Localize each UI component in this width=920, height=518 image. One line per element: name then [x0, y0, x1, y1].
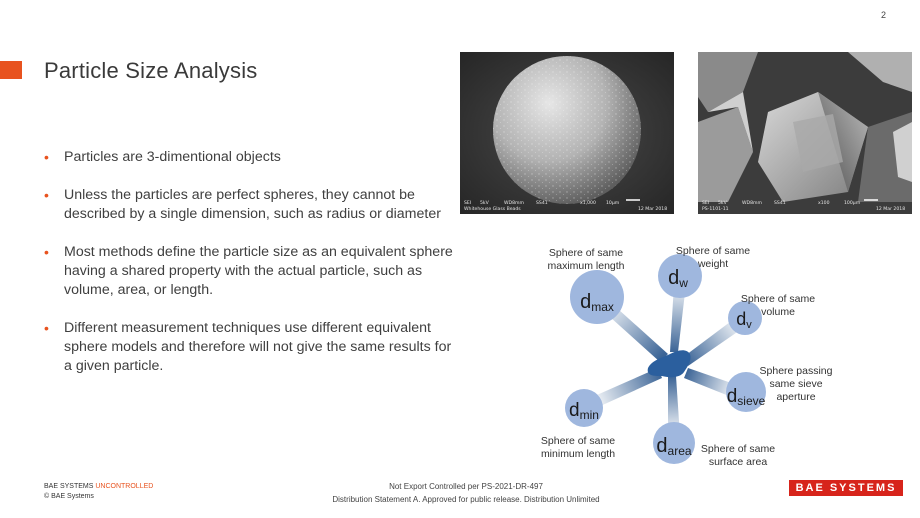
dv-label-line1: Sphere of same: [740, 293, 816, 305]
sem-magnification: x1,000: [580, 201, 596, 206]
sem-sample-name: PS-1101-11: [702, 207, 729, 212]
bullet-dot-icon: •: [44, 187, 49, 203]
sem-voltage: 5kV: [718, 201, 727, 206]
sem-image-glass-bead: [460, 52, 674, 214]
glass-bead-sphere-image: [460, 52, 674, 214]
bullet-dot-icon: •: [44, 244, 49, 260]
dmin-symbol: dmin: [569, 400, 599, 422]
title-accent-bar: [0, 61, 22, 79]
footer-brand: BAE SYSTEMS: [44, 483, 94, 490]
bullet-item: [44, 186, 454, 224]
sem-info-bar: [460, 200, 674, 214]
bullet-item: [44, 319, 454, 376]
dmin-label-line2: minimum length: [540, 448, 616, 460]
dv-label-line2: volume: [761, 306, 795, 318]
bullet-dot-icon: •: [44, 149, 49, 165]
bae-systems-logo: BAE SYSTEMS: [789, 480, 903, 496]
dmax-symbol: dmax: [580, 291, 614, 314]
darea-label-line1: Sphere of same: [700, 443, 776, 455]
bullet-dot-icon: •: [44, 320, 49, 336]
sem-date: 12 Mar 2018: [638, 207, 668, 212]
sem-image-crystal: [698, 52, 912, 214]
page-title: Particle Size Analysis: [44, 58, 258, 83]
footer-uncontrolled: UNCONTROLLED: [95, 483, 154, 490]
bullet-list: [44, 148, 454, 395]
darea-symbol: darea: [656, 435, 692, 458]
sem-detector: SS41: [774, 201, 786, 206]
bullet-item: [44, 243, 454, 300]
sem-scale: 100μm: [844, 201, 861, 206]
footer-distribution-line: Distribution Statement A. Approved for public release. Distribution Unlimited: [332, 495, 600, 504]
sem-mode: SEI: [702, 201, 710, 206]
footer-export-line: Not Export Controlled per PS-2021-DR-497: [389, 482, 543, 491]
bullet-text: Unless the particles are perfect spheres, they cannot be described by a single dimension, such as radius or diameter: [64, 187, 441, 222]
dsieve-symbol: dsieve: [726, 386, 766, 408]
dsieve-label-line2: same sieve: [769, 378, 823, 390]
crystal-particle-image: [698, 52, 912, 214]
sem-working-distance: WD8mm: [504, 201, 524, 206]
sem-mode: SEI: [464, 201, 472, 206]
dmax-label-line2: maximum length: [547, 260, 625, 272]
sem-working-distance: WD8mm: [742, 201, 762, 206]
dw-label-line1: Sphere of same: [675, 245, 751, 257]
dw-symbol: dw: [668, 267, 688, 290]
dsieve-label-line3: aperture: [776, 391, 816, 403]
dmax-label-line1: Sphere of same: [548, 247, 624, 259]
dmin-label-line1: Sphere of same: [540, 435, 616, 447]
sem-detector: SS41: [536, 201, 548, 206]
equivalent-sphere-diagram: [520, 236, 900, 476]
sem-voltage: 5kV: [480, 201, 489, 206]
bullet-text: Different measurement techniques use different equivalent sphere models and therefore will not give the same results for a given particle.: [64, 320, 452, 374]
sem-sample-name: Whitehouse Glass Beads: [464, 207, 521, 212]
footer-distribution: [0, 480, 920, 506]
sem-info-bar: [698, 200, 912, 214]
sem-scale: 10μm: [606, 201, 620, 206]
bullet-item: [44, 148, 454, 167]
darea-label-line2: surface area: [708, 456, 768, 468]
bullet-text: Most methods define the particle size as an equivalent sphere having a shared property with the actual particle, such as volume, area, or length.: [64, 244, 453, 298]
footer-copyright: © BAE Systems: [44, 493, 94, 500]
bullet-text: Particles are 3-dimentional objects: [64, 149, 281, 165]
sem-date: 12 Mar 2018: [876, 207, 906, 212]
sphere-dmax: [570, 270, 624, 324]
page-number: 2: [880, 10, 886, 20]
dsieve-label-line1: Sphere passing: [759, 365, 833, 377]
sem-magnification: x100: [818, 201, 830, 206]
dv-symbol: dv: [736, 309, 752, 331]
dw-label-line2: weight: [697, 258, 729, 270]
